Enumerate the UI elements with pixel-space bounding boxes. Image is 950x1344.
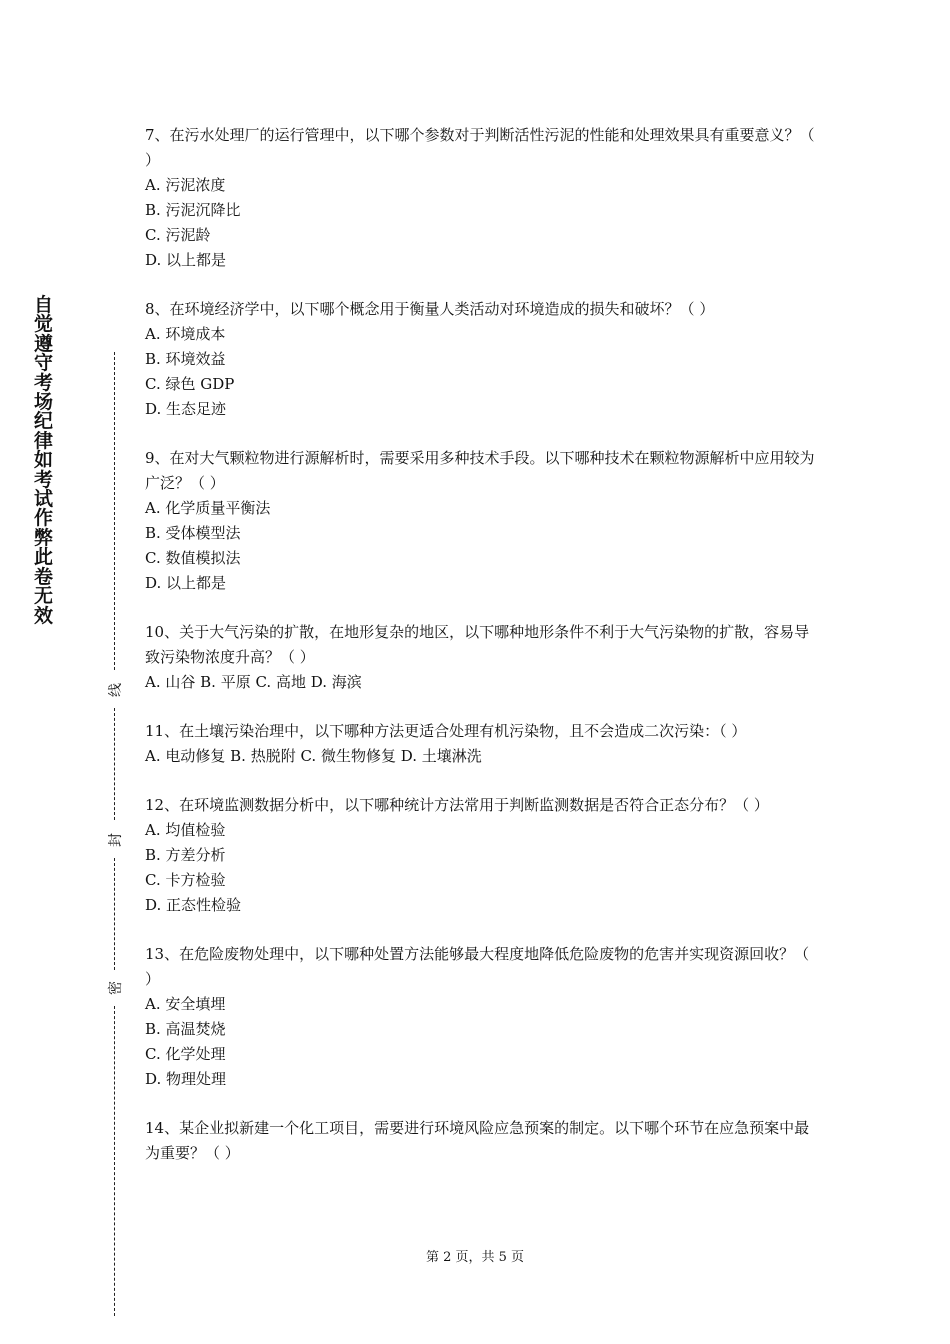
option-d: D. 正态性检验 <box>145 896 242 914</box>
option-d: D. 以上都是 <box>145 251 227 269</box>
option-a: A. 化学质量平衡法 <box>145 499 271 517</box>
binding-dashed-line <box>114 1006 115 1316</box>
option-a: A. 环境成本 <box>145 325 226 343</box>
question-list <box>145 123 815 1190</box>
options-inline: A. 山谷 B. 平原 C. 高地 D. 海滨 <box>145 673 362 691</box>
option-b: B. 受体模型法 <box>145 524 241 542</box>
question-stem: 12、在环境监测数据分析中，以下哪种统计方法常用于判断监测数据是否符合正态分布？（ ） <box>145 796 769 814</box>
seal-label-secret: 密 <box>108 981 124 995</box>
question-7 <box>145 123 815 273</box>
option-b: B. 污泥沉降比 <box>145 201 241 219</box>
option-a: A. 均值检验 <box>145 821 226 839</box>
option-c: C. 绿色 GDP <box>145 375 235 393</box>
seal-label-line: 线 <box>108 683 124 697</box>
seal-label-seal: 封 <box>108 833 124 847</box>
question-stem: 13、在危险废物处理中，以下哪种处置方法能够最大程度地降低危险废物的危害并实现资源回收？（ ） <box>145 945 810 988</box>
binding-dashed-line <box>114 352 115 670</box>
option-a: A. 安全填埋 <box>145 995 226 1013</box>
binding-dashed-line <box>114 858 115 970</box>
page-number: 第 2 页，共 5 页 <box>425 1250 525 1265</box>
question-13 <box>145 942 815 1092</box>
option-c: C. 化学处理 <box>145 1045 226 1063</box>
question-12 <box>145 793 815 918</box>
question-stem: 8、在环境经济学中，以下哪个概念用于衡量人类活动对环境造成的损失和破坏？（ ） <box>145 300 715 318</box>
question-stem: 9、在对大气颗粒物进行源解析时，需要采用多种技术手段。以下哪种技术在颗粒物源解析中应用较为广泛？（ ） <box>145 449 815 492</box>
option-d: D. 以上都是 <box>145 574 227 592</box>
option-b: B. 环境效益 <box>145 350 226 368</box>
question-stem: 14、某企业拟新建一个化工项目，需要进行环境风险应急预案的制定。以下哪个环节在应急预案中最为重要？（ ） <box>145 1119 810 1162</box>
question-14 <box>145 1116 815 1166</box>
option-c: C. 数值模拟法 <box>145 549 241 567</box>
option-b: B. 方差分析 <box>145 846 226 864</box>
question-10 <box>145 620 815 695</box>
question-stem: 10、关于大气污染的扩散，在地形复杂的地区，以下哪种地形条件不利于大气污染物的扩散，容易导致污染物浓度升高？（ ） <box>145 623 810 666</box>
option-c: C. 卡方检验 <box>145 871 226 889</box>
binding-dashed-line <box>114 708 115 820</box>
question-stem: 7、在污水处理厂的运行管理中，以下哪个参数对于判断活性污泥的性能和处理效果具有重要意义？（ ） <box>145 126 815 169</box>
option-d: D. 物理处理 <box>145 1070 227 1088</box>
question-9 <box>145 446 815 596</box>
exam-discipline-warning: 自觉遵守考场纪律如考试作弊此卷无效 <box>34 294 54 627</box>
option-d: D. 生态足迹 <box>145 400 227 418</box>
options-inline: A. 电动修复 B. 热脱附 C. 微生物修复 D. 土壤淋洗 <box>145 747 482 765</box>
option-b: B. 高温焚烧 <box>145 1020 226 1038</box>
option-a: A. 污泥浓度 <box>145 176 226 194</box>
option-c: C. 污泥龄 <box>145 226 211 244</box>
question-8 <box>145 297 815 422</box>
question-stem: 11、在土壤污染治理中，以下哪种方法更适合处理有机污染物，且不会造成二次污染：（ ） <box>145 722 747 740</box>
question-11 <box>145 719 815 769</box>
